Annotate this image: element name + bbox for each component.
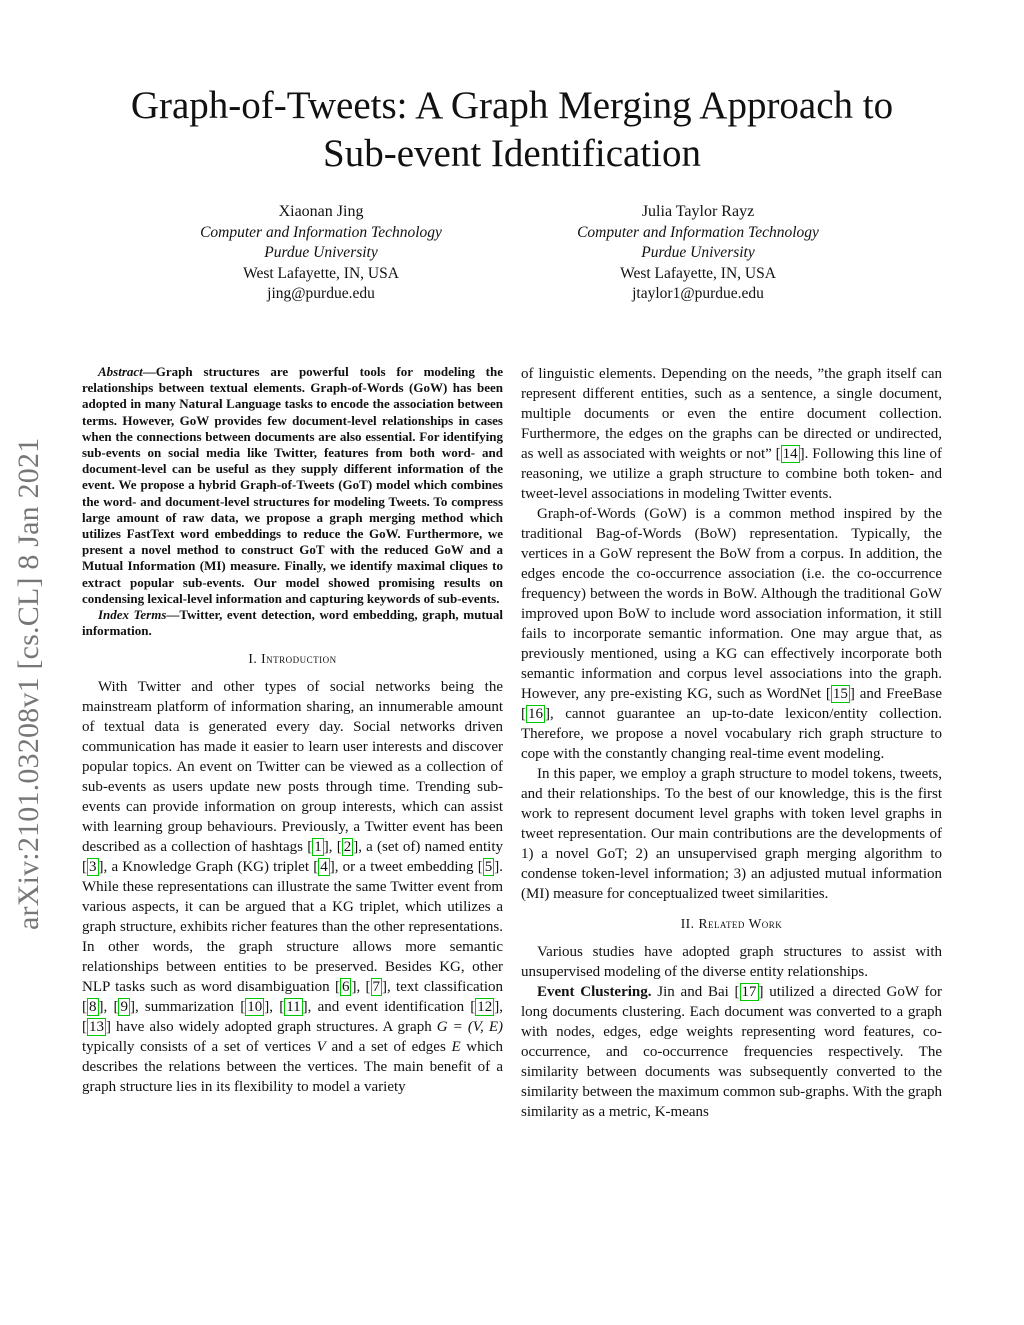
author-univ: Purdue University (264, 244, 378, 261)
citation-link[interactable]: 8 (89, 999, 97, 1016)
abstract-text: —Graph structures are powerful tools for modeling the relationships between textual elements. Graph-of-Words (GoW) has been adopted in many Natural Language tasks to encode the association between terms. However, GoW provides few document-level relationships in cases when the connections between documents are also essential. For identifying sub-events on social media like Twitter, features from both word- and document-level can be useful as they supply different information of the event. We propose a hybrid Graph-of-Tweets (GoT) model which combines the word- and document-level structures for modeling Tweets. To compress large amount of raw data, we propose a graph merging method which utilizes FastText word embeddings to reduce the GoW. Furthermore, we present a novel method to construct GoT with the reduced GoW and a Mutual Information (MI) measure. Finally, we identify maximal cliques to extract popular sub-events. Our model showed promising results on condensing lexical-level information and capturing keywords of sub-events. (82, 364, 503, 606)
author-block-2 (533, 202, 863, 305)
paragraph-contributions: In this paper, we employ a graph structure to model tokens, tweets, and their relationships. To the best of our knowledge, this is the first work to represent document level graphs with token level graphs in tweet representation. Our main contributions are the developments of 1) a novel GoT; 2) an unsupervised graph merging algorithm to condense token-level information; 3) an adjusted mutual information (MI) measure for conceptualized tweet similarities. (521, 766, 942, 902)
index-terms-label: Index Terms (98, 607, 167, 623)
citation-link[interactable]: 11 (286, 999, 301, 1016)
author-email: jtaylor1@purdue.edu (632, 285, 764, 302)
paragraph-related: Various studies have adopted graph structures to assist with unsupervised modeling of the diverse entity relationships. (521, 944, 942, 980)
section-heading-introduction: I. Introduction (248, 651, 337, 667)
citation-link[interactable]: 15 (832, 686, 848, 702)
title-line-1: Graph-of-Tweets: A Graph Merging Approach to (130, 84, 894, 127)
math-graph: G = (V, E) (436, 1019, 503, 1036)
section-heading-related-work: II. Related Work (680, 916, 783, 931)
author-dept: Computer and Information Technology (200, 223, 442, 241)
citation-link[interactable]: 16 (528, 706, 543, 722)
citation-link[interactable]: 3 (89, 859, 97, 876)
author-dept: Computer and Information Technology (577, 223, 819, 241)
paragraph-event-clustering: Event Clustering. Jin and Bai [ 17 ] utilized a directed GoW for long documents clustering. Each document was converted to a graph with nodes, edges, edge weights representing word features, co-occurrence, and co-occurrence frequencies respectively. The similarity between documents was subsequently converted to the similarity between the maximum common sub-graphs. With the graph similarity as a metric, K-means (521, 984, 942, 1120)
citation-link[interactable]: 13 (89, 1019, 104, 1036)
paper-title (0, 82, 1024, 178)
run-in-heading: Event Clustering. (537, 984, 652, 1000)
author-name: Julia Taylor Rayz (641, 203, 755, 220)
author-name: Xiaonan Jing (278, 203, 364, 220)
citation-link[interactable]: 9 (120, 999, 128, 1016)
left-column (82, 364, 503, 1097)
index-terms-text: —Twitter, event detection, word embedding, graph, mutual information. (82, 607, 503, 639)
citation-link[interactable]: 1 (314, 839, 322, 856)
right-column (521, 364, 942, 1122)
author-email: jing@purdue.edu (267, 285, 375, 302)
author-block-1 (156, 202, 486, 305)
intro-paragraph: With Twitter and other types of social networks being the mainstream platform of information sharing, an innumerable amount of textual data is generated every day. Social networks driven communication has made it easier to learn user interests and discover popular topics. An event on Twitter can be viewed as a collection of sub-events as users update new posts through time. Trending sub-events can provide information on group interests, which can assist with learning group behaviours. Previously, a Twitter event has been described as a collection of hashtags [ 1 ], [ 2 ], a (set of) named entity [ 3 ], a Knowledge Graph (KG) triplet [ 4 ], or a tweet embedding [ 5 ]. While these representations can illustrate the same Twitter event from various aspects, it can be argued that a KG triplet, which utilizes a graph structure, exhibits richer features than the other representations. In other words, the graph structure allows more semantic relationships between entities to be preserved. Besides KG, other NLP tasks such as word disambiguation [ 6 ], [ 7 ], text classification [ 8 ], [ 9 ], summarization [ 10 ], [ 11 ], and event identification [ 12 ], [ 13 ] have also widely adopted graph structures. A graph G = (V, E) typically consists of a set of vertices V and a set of edges E which describes the relations between the vertices. The main benefit of a graph structure lies in its flexibility to model a variety (82, 679, 504, 1096)
paragraph-gow: Graph-of-Words (GoW) is a common method inspired by the traditional Bag-of-Words (BoW) representation. Typically, the vertices in a GoW represent the BoW from a corpus. In addition, the edges encode the co-occurrence association (i.e. the co-occurrence frequency) between the words in BoW. Although the traditional GoW improved upon BoW to include word association information, it still fails to incorporate semantic information. One may argue that, as previously mentioned, using a KG can effectively incorporate both semantic information and corpus level associations into the graph. However, any pre-existing KG, such as WordNet [ 15 ] and FreeBase [ 16 ], cannot guarantee an up-to-date lexicon/entity collection. Therefore, we propose a novel vocabulary rich graph structure to cope with the constantly changing real-time event modeling. (521, 506, 943, 762)
author-univ: Purdue University (641, 244, 755, 261)
title-line-2: Sub-event Identification (323, 132, 701, 175)
math-vertices: V (316, 1039, 326, 1056)
citation-link[interactable]: 6 (341, 979, 350, 996)
citation-link[interactable]: 7 (372, 979, 380, 996)
paragraph-continued: of linguistic elements. Depending on the needs, ”the graph itself can represent different entities, such as a sentence, a single document, multiple documents or even the entire document collection. Furthermore, the edges on the graphs can be directed or undirected, as well as associated with weights or not” [ 14 ]. Following this line of reasoning, we utilize a graph structure to combine both token- and tweet-level associations in modeling Twitter events. (521, 366, 942, 502)
author-location: West Lafayette, IN, USA (620, 264, 776, 282)
citation-link[interactable]: 2 (343, 839, 352, 856)
citation-link[interactable]: 14 (782, 446, 798, 462)
author-location: West Lafayette, IN, USA (243, 264, 399, 282)
citation-link[interactable]: 17 (741, 984, 757, 1000)
math-edges: E (451, 1039, 461, 1056)
arxiv-sidebar-id: arXiv:2101.03208v1 [cs.CL] 8 Jan 2021 (12, 437, 45, 930)
citation-link[interactable]: 10 (247, 999, 263, 1016)
citation-link[interactable]: 5 (484, 859, 493, 876)
citation-link[interactable]: 4 (320, 859, 328, 876)
citation-link[interactable]: 12 (477, 999, 493, 1016)
abstract (82, 364, 503, 639)
abstract-label: Abstract (98, 364, 143, 379)
